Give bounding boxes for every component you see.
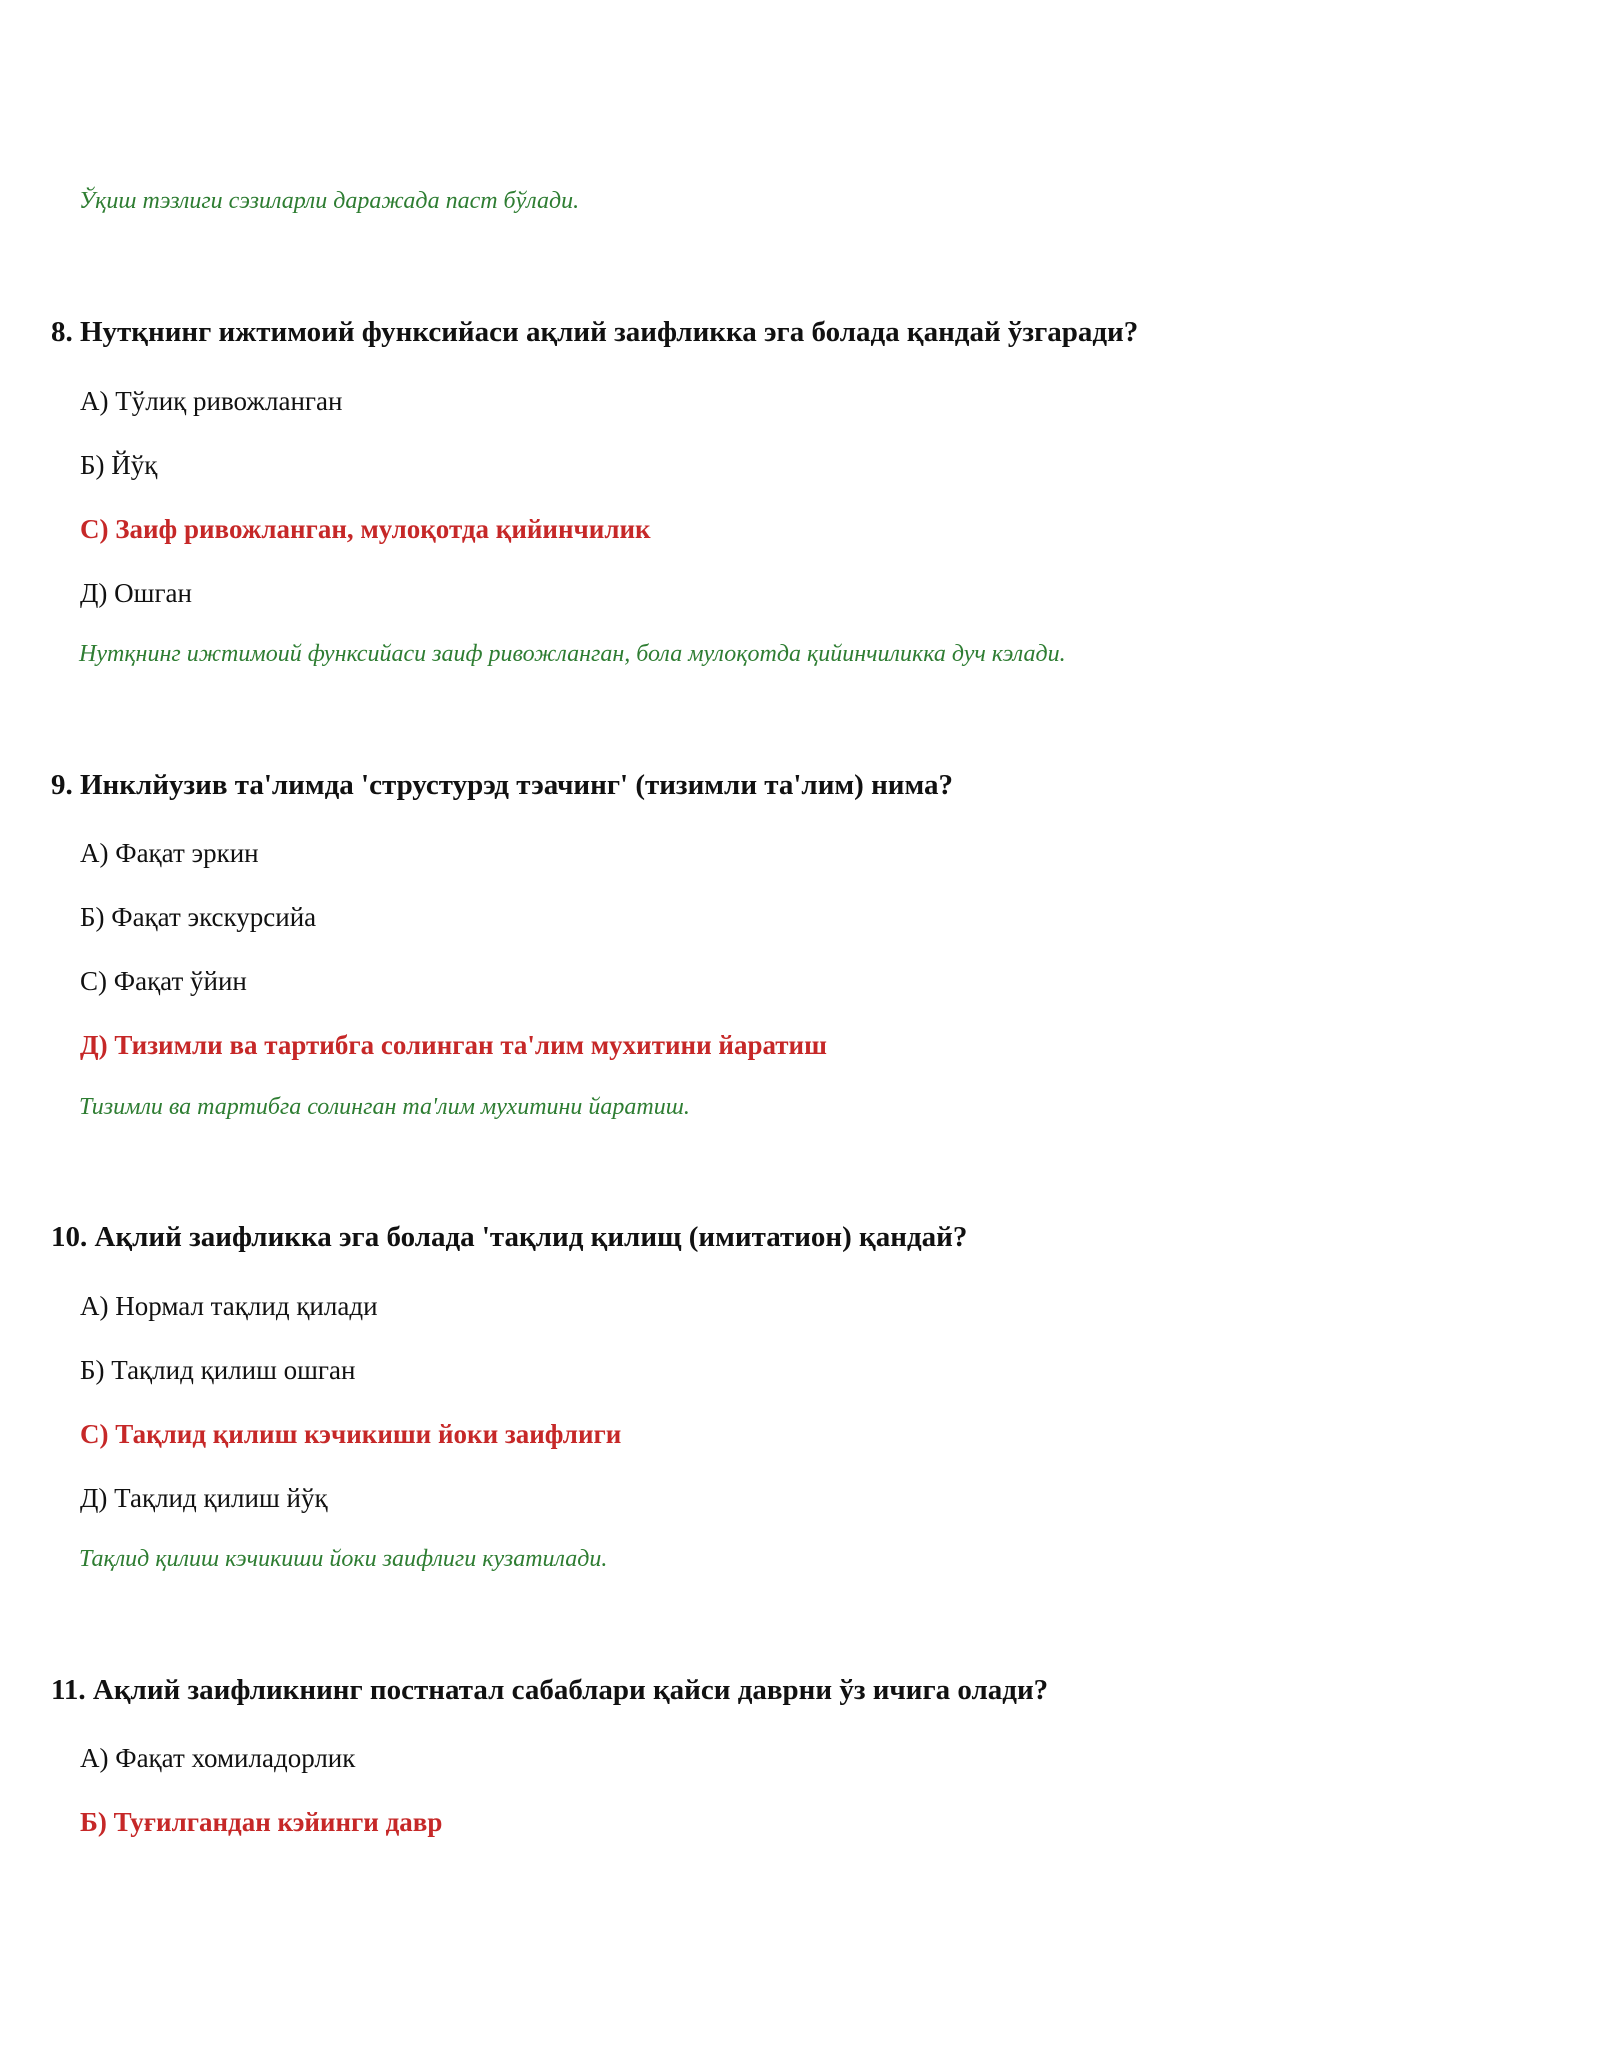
question-10-option-d: Д) Тақлид қилиш йўқ	[80, 1483, 328, 1513]
question-10-option-b: Б) Тақлид қилиш ошган	[80, 1355, 356, 1385]
question-8-explanation: Нутқнинг ижтимоий функсийаси заиф ривожланган, бола мулоқотда қийинчиликка дуч кэлади.	[79, 641, 1066, 667]
question-8-option-c-correct: С) Заиф ривожланган, мулоқотда қийинчилик	[80, 514, 651, 544]
question-11-title: 11. Ақлий заифликнинг постнатал сабаблари қайси даврни ўз ичига олади?	[51, 1674, 1049, 1706]
explanation-text: Ўқиш тэзлиги сэзиларли даражада паст бўлади.	[79, 188, 580, 214]
question-9-option-b: Б) Фақат экскурсийа	[80, 902, 317, 932]
question-8-option-d: Д) Ошган	[80, 578, 192, 608]
question-11-option-b-correct: Б) Туғилгандан кэйинги давр	[80, 1807, 443, 1837]
question-8-option-b: Б) Йўқ	[80, 450, 158, 480]
question-10-option-c-correct: С) Тақлид қилиш кэчикиши йоки заифлиги	[80, 1419, 622, 1449]
question-11-option-a: А) Фақат хомиладорлик	[80, 1743, 356, 1773]
question-10-title: 10. Ақлий заифликка эга болада 'тақлид қилищ (имитатион) қандай?	[51, 1221, 968, 1253]
question-9-option-a: А) Фақат эркин	[80, 838, 259, 868]
question-9-title: 9. Инклйузив та'лимда 'струстурэд тэачинг' (тизимли та'лим) нима?	[51, 769, 954, 801]
question-10-option-a: А) Нормал тақлид қилади	[80, 1291, 378, 1321]
question-9-option-d-correct: Д) Тизимли ва тартибга солинган та'лим мухитини йаратиш	[80, 1030, 827, 1060]
question-9-option-c: С) Фақат ўйин	[80, 966, 247, 996]
question-10-explanation: Тақлид қилиш кэчикиши йоки заифлиги кузатилади.	[79, 1546, 608, 1572]
question-8-title: 8. Нутқнинг ижтимоий функсийаси ақлий заифликка эга болада қандай ўзгаради?	[51, 316, 1139, 348]
question-9-explanation: Тизимли ва тартибга солинган та'лим мухитини йаратиш.	[79, 1094, 690, 1120]
question-8-option-a: А) Тўлиқ ривожланган	[80, 386, 343, 416]
